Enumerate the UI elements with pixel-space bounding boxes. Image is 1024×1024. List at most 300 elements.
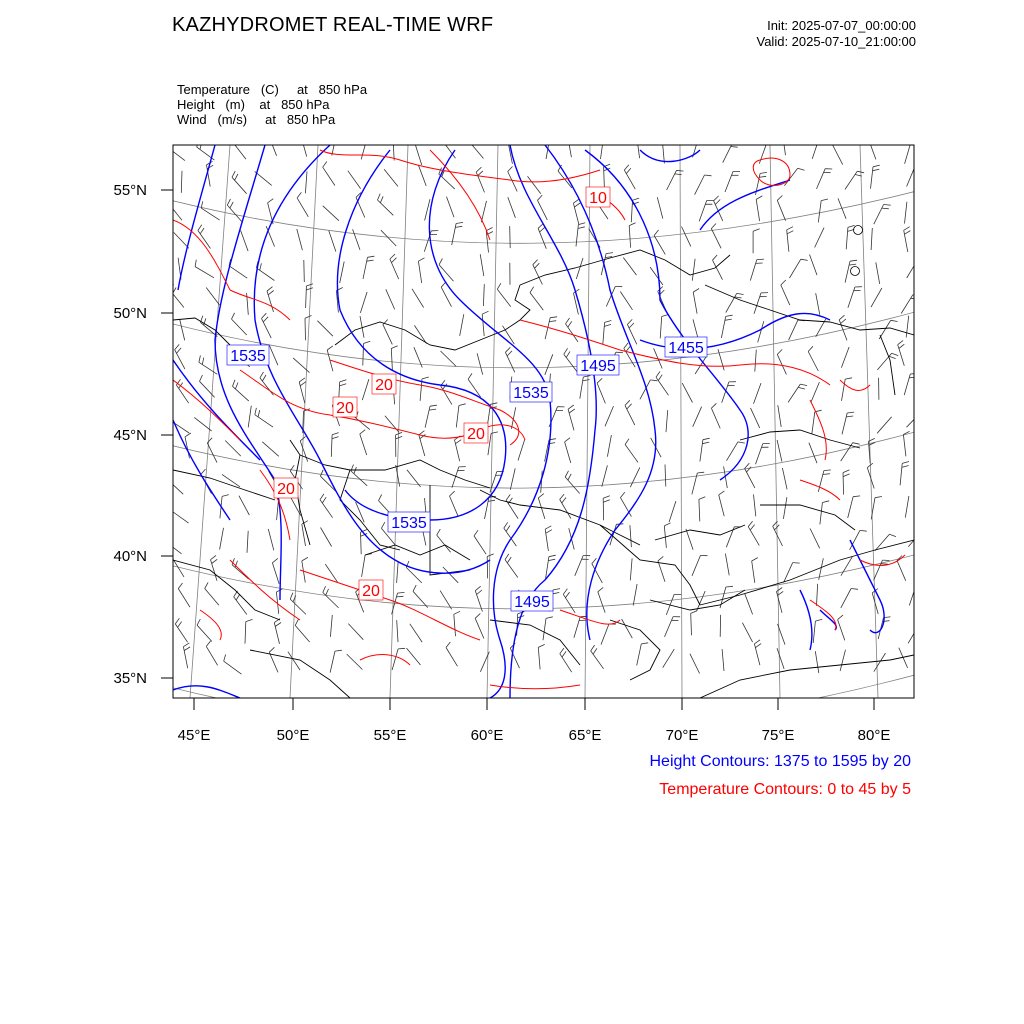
wind-barb-feather (482, 311, 488, 314)
wind-barb (297, 229, 303, 250)
wind-barb-feather (195, 260, 196, 267)
temperature-label (586, 187, 610, 207)
wind-barb-feather (891, 320, 898, 321)
wind-barb (633, 584, 637, 606)
wind-barb-feather (738, 442, 745, 443)
wind-barb (905, 496, 909, 518)
wind-barb (777, 440, 782, 462)
field-name: Temperature (177, 82, 250, 97)
wind-barb (815, 651, 819, 673)
wind-barb (843, 473, 844, 495)
wind-barb-feather (654, 230, 658, 236)
wind-barb-feather (437, 529, 441, 535)
height-label (511, 591, 553, 611)
wind-barb (528, 176, 541, 194)
wind-barb-feather (898, 340, 903, 344)
wind-barb (475, 618, 484, 638)
wind-barb (538, 647, 540, 669)
wind-barb-feather (429, 409, 436, 410)
wind-barb-feather (889, 534, 896, 536)
wind-barb-feather (201, 469, 206, 474)
wind-barb-feather (838, 615, 843, 620)
wind-barb (321, 528, 332, 547)
wind-barb-feather (553, 589, 560, 590)
wind-barb-feather (508, 167, 513, 172)
wind-barb-feather (368, 256, 375, 257)
wind-barb-feather (474, 530, 478, 536)
wind-barb-feather (380, 196, 383, 203)
wind-barb (620, 292, 632, 310)
wind-barb-feather (592, 558, 597, 563)
wind-barb-feather (476, 167, 481, 172)
wind-barb-feather (327, 346, 333, 350)
wind-barb (690, 654, 700, 674)
wind-barb (533, 265, 543, 285)
wind-barb-feather (726, 586, 733, 587)
lon-label: 50°E (276, 727, 310, 744)
wind-barb (419, 435, 425, 456)
wind-barb (482, 314, 484, 336)
wind-barb (754, 293, 761, 314)
wind-barb (591, 651, 604, 669)
wind-barb (773, 526, 783, 546)
wind-barb-feather (833, 140, 838, 145)
wind-barb (260, 378, 274, 395)
wind-barb-feather (843, 470, 849, 473)
wind-barb-feather (714, 196, 719, 201)
wind-barb (232, 177, 247, 193)
wind-barb-feather (491, 403, 498, 405)
wind-barb-feather (535, 263, 540, 268)
wind-barb (845, 171, 857, 189)
wind-barb (232, 319, 247, 335)
wind-barb-feather (626, 168, 631, 173)
field-name: Height (177, 97, 215, 112)
wind-barb (201, 208, 219, 220)
wind-barb (782, 134, 785, 156)
wind-barb (756, 444, 763, 465)
wind-barb-feather (566, 318, 570, 324)
wind-barb (205, 589, 219, 606)
wind-barb-feather (505, 347, 510, 352)
wind-barb (711, 408, 720, 428)
lon-label: 70°E (665, 727, 699, 744)
wind-barb (180, 319, 185, 340)
wind-barb-feather (538, 644, 544, 647)
wind-barb (907, 259, 918, 278)
wind-barb-feather (821, 199, 828, 201)
wind-barb (777, 200, 785, 220)
wind-barb (393, 139, 394, 161)
wind-barb-feather (332, 433, 339, 435)
wind-barb (232, 142, 246, 159)
wind-barb (362, 379, 369, 400)
wind-barb-feather (782, 130, 788, 133)
svg-text:20: 20 (375, 377, 393, 394)
wind-barb-feather (693, 289, 699, 293)
wind-barb (686, 529, 693, 550)
wind-barb-feather (815, 619, 822, 621)
wind-barb (256, 268, 274, 281)
wind-barb (604, 167, 605, 189)
wind-barb-feather (235, 383, 238, 390)
wind-barb (530, 293, 543, 311)
wind-barb (348, 624, 363, 640)
wind-barb-feather (390, 254, 395, 259)
wind-barb-feather (472, 139, 475, 145)
wind-barb (269, 345, 278, 365)
wind-barb (320, 476, 336, 491)
wind-barb (808, 352, 818, 372)
wind-barb (419, 165, 427, 186)
wind-barb (631, 200, 632, 222)
wind-barb (877, 417, 892, 434)
wind-barb (756, 199, 759, 221)
wind-barb-feather (849, 264, 856, 265)
wind-barb (508, 197, 516, 218)
wind-barb (241, 231, 249, 252)
wind-barb (789, 320, 798, 340)
wind-barb (874, 205, 884, 225)
wind-barb (725, 554, 729, 576)
wind-barb (903, 435, 906, 457)
wind-barb-feather (578, 227, 585, 229)
wind-barb-feather (808, 346, 813, 351)
wind-barb (441, 351, 457, 366)
wind-barb-feather (272, 558, 277, 562)
wind-barb-feather (337, 133, 344, 134)
lat-label: 45°N (113, 427, 147, 444)
temperature-label (333, 397, 357, 417)
lat-label: 50°N (113, 305, 147, 322)
wind-barb (170, 290, 184, 307)
wind-barb-feather (459, 404, 466, 406)
wind-barb-feather (593, 648, 597, 654)
wind-barb-feather (675, 174, 682, 175)
wind-barb-feather (507, 557, 511, 563)
wind-barb-feather (800, 384, 807, 386)
wind-barb (425, 406, 430, 427)
wind-barb-feather (263, 317, 268, 322)
wind-barb (748, 527, 759, 546)
lake-marker (854, 226, 863, 235)
wind-barb-feather (699, 497, 705, 500)
wind-barb (777, 648, 784, 669)
wind-barb-feather (185, 433, 191, 437)
wind-barb-feather (597, 378, 602, 383)
wind-barb (348, 171, 361, 189)
wind-barb (480, 254, 484, 276)
wind-barb-feather (398, 648, 405, 649)
wind-barb-feather (917, 628, 924, 629)
wind-barb-feather (822, 501, 829, 503)
wind-barb (269, 135, 277, 156)
wind-barb (397, 561, 399, 583)
wind-barb (848, 497, 853, 518)
wind-barb (817, 584, 818, 606)
wind-barb-feather (591, 645, 595, 651)
wind-barb-feather (178, 622, 182, 628)
wind-barb-feather (868, 134, 873, 139)
wind-barb-feather (255, 408, 257, 415)
wind-barb (682, 383, 692, 402)
wind-barb-feather (752, 558, 758, 561)
wind-barb-feather (549, 321, 556, 322)
wind-barb-feather (853, 443, 860, 445)
wind-barb (510, 226, 511, 248)
wind-barb-feather (923, 530, 930, 532)
wind-barb (441, 386, 452, 405)
wind-barb-feather (300, 382, 306, 386)
wind-barb (576, 258, 583, 279)
height-label (388, 512, 430, 532)
wind-barb (625, 405, 635, 425)
svg-text:1535: 1535 (513, 385, 549, 402)
wind-barb-feather (583, 380, 590, 381)
wind-barb-feather (267, 287, 273, 291)
wind-barb (783, 497, 787, 519)
wind-barb-feather (552, 593, 559, 594)
lon-label: 65°E (568, 727, 602, 744)
wind-barb-feather (598, 587, 603, 591)
wind-barb-feather (232, 313, 235, 319)
wind-barb-feather (560, 648, 564, 654)
wind-barb (666, 410, 668, 432)
temperature-contour-labels (274, 187, 610, 600)
wind-barb-feather (305, 316, 312, 319)
wind-barb (663, 649, 675, 668)
wind-barb (630, 525, 632, 547)
wind-barb (601, 137, 604, 159)
wind-barb (711, 229, 721, 249)
wind-barb (568, 136, 572, 158)
wind-barb-feather (860, 530, 867, 531)
wind-barb-feather (302, 521, 308, 525)
wind-barb (545, 354, 553, 375)
wind-barb (759, 143, 767, 164)
wind-barb (781, 285, 790, 305)
latitude-axis (161, 190, 173, 678)
wind-barb-feather (202, 358, 204, 365)
wind-barb-feather (260, 263, 262, 270)
wind-barb (488, 433, 491, 455)
wind-barb-feather (212, 559, 218, 563)
wind-barb-feather (755, 644, 761, 648)
wind-barb-feather (731, 147, 738, 148)
wind-barb (693, 292, 697, 314)
wind-barb-feather (563, 589, 567, 595)
wind-barb (658, 561, 665, 582)
wind-barb-feather (839, 315, 844, 320)
wind-barb (719, 495, 725, 516)
wind-barb-feather (745, 463, 750, 468)
wind-barb (505, 352, 514, 372)
wind-barb (412, 289, 424, 308)
wind-barb-feather (578, 223, 585, 225)
wind-barb-feather (911, 142, 918, 143)
wind-barb-feather (606, 253, 613, 254)
wind-barb-feather (641, 643, 648, 644)
wind-barb-feather (468, 373, 472, 379)
wind-barb (361, 532, 362, 554)
wind-barb (415, 144, 422, 165)
wind-barb (871, 228, 872, 250)
wind-barb-feather (290, 593, 293, 599)
wind-barb-feather (538, 494, 544, 498)
field-at: at (265, 112, 276, 127)
height-label (510, 382, 552, 402)
wind-barb (660, 317, 662, 339)
wind-barb-feather (546, 617, 553, 619)
wind-barb-feather (201, 201, 203, 208)
wind-barb (810, 255, 818, 276)
wind-barb-feather (205, 582, 208, 588)
wind-barb-feather (200, 228, 204, 234)
wind-barb (443, 567, 458, 583)
wind-barb (908, 530, 922, 547)
wind-barb-feather (184, 647, 190, 651)
wind-barb-feather (899, 344, 904, 348)
wind-barb (812, 138, 819, 159)
wind-barb-feather (323, 162, 327, 168)
wind-barb-feather (920, 533, 927, 535)
lon-label: 45°E (177, 727, 211, 744)
wind-barb (248, 406, 251, 428)
wind-barb-feather (658, 375, 662, 381)
wind-barb-feather (919, 624, 926, 625)
wind-barb (846, 227, 848, 249)
wind-barb (580, 377, 584, 399)
wind-barb (811, 382, 820, 402)
wind-barb (691, 613, 692, 635)
wind-barb-feather (750, 525, 754, 531)
wind-barb (565, 442, 571, 463)
wind-barb-feather (413, 585, 416, 591)
wind-barb (845, 261, 850, 282)
wind-barb (850, 530, 860, 549)
wind-barb-feather (268, 291, 274, 295)
wind-barb (778, 405, 781, 427)
wind-barb-feather (550, 136, 557, 137)
wind-barb (622, 619, 633, 638)
wind-barb-feather (335, 650, 342, 651)
wind-barb (654, 236, 665, 255)
wind-barb (460, 314, 464, 336)
wind-barb-feather (781, 280, 786, 285)
wind-barb (504, 528, 517, 546)
wind-barb-feather (297, 192, 301, 198)
wind-barb (624, 170, 635, 189)
wind-barb (574, 617, 580, 638)
wind-barb-feather (488, 500, 495, 501)
wind-barb-feather (419, 431, 425, 435)
wind-barb (297, 198, 308, 217)
svg-text:1535: 1535 (230, 348, 266, 365)
field-unit: (m/s) (217, 112, 248, 127)
wind-barb-feather (568, 321, 572, 327)
wind-barb (211, 560, 218, 581)
wind-barb-feather (456, 222, 463, 223)
wind-barb-feather (664, 523, 670, 526)
wind-barb (842, 413, 847, 434)
lat-label: 35°N (113, 670, 147, 687)
wind-barb (699, 201, 707, 222)
wind-barb (360, 292, 367, 313)
wind-barb-feather (418, 258, 424, 261)
wind-barb (323, 206, 339, 221)
wind-barb-feather (801, 259, 808, 260)
wind-barb-feather (560, 494, 564, 499)
wind-barb-feather (853, 496, 860, 497)
wind-barb-feather (275, 623, 281, 627)
wind-barb (752, 561, 755, 583)
longitude-labels (178, 727, 891, 744)
wind-barb (900, 463, 902, 485)
wind-barb-feather (430, 405, 437, 406)
wind-barb (220, 528, 224, 550)
field-at: at (259, 97, 271, 112)
wind-barb-feather (904, 227, 910, 231)
wind-barb-feather (566, 351, 570, 357)
wind-barb-feather (889, 356, 896, 358)
wind-barb (232, 565, 249, 579)
height-contours (173, 145, 884, 698)
wind-barb-feather (171, 414, 173, 421)
wind-barb-feather (200, 143, 202, 150)
wind-barb (809, 443, 817, 464)
wind-barb (323, 167, 335, 185)
wind-barb (874, 653, 886, 672)
wind-barb-feather (306, 288, 313, 290)
wind-barb-feather (875, 497, 882, 498)
wind-barb (300, 441, 308, 462)
wind-barb (699, 499, 700, 521)
wind-barb (538, 228, 546, 248)
wind-barb-feather (625, 400, 630, 405)
wind-barb-feather (691, 611, 698, 614)
wind-barb (194, 417, 211, 431)
wind-barb (840, 650, 845, 671)
wind-barb (812, 412, 815, 434)
wind-barb (650, 267, 663, 285)
wind-barb (392, 649, 398, 670)
wind-barb (262, 318, 272, 338)
wind-barb-feather (378, 194, 381, 200)
wind-barb-feather (848, 225, 855, 227)
wind-barb (777, 592, 783, 613)
wind-barb (477, 353, 483, 374)
wind-barb-feather (798, 387, 805, 389)
wind-barb-feather (222, 495, 229, 497)
wind-barb-feather (469, 136, 472, 142)
wind-barb-feather (446, 642, 450, 648)
wind-barb-feather (507, 351, 512, 356)
wind-barb-feather (497, 283, 501, 289)
wind-barb-feather (873, 165, 880, 167)
wind-barb (782, 468, 787, 490)
wind-barb (233, 386, 249, 401)
wind-barb (439, 265, 453, 282)
wind-barb-feather (703, 438, 710, 440)
wind-barb-feather (455, 440, 461, 444)
wind-barb (361, 138, 367, 159)
svg-text:1495: 1495 (580, 358, 616, 375)
svg-text:20: 20 (467, 426, 485, 443)
wind-barb (305, 318, 306, 340)
wind-barb-feather (627, 319, 632, 324)
wind-barb-feather (841, 319, 846, 324)
wind-barb (623, 258, 636, 276)
